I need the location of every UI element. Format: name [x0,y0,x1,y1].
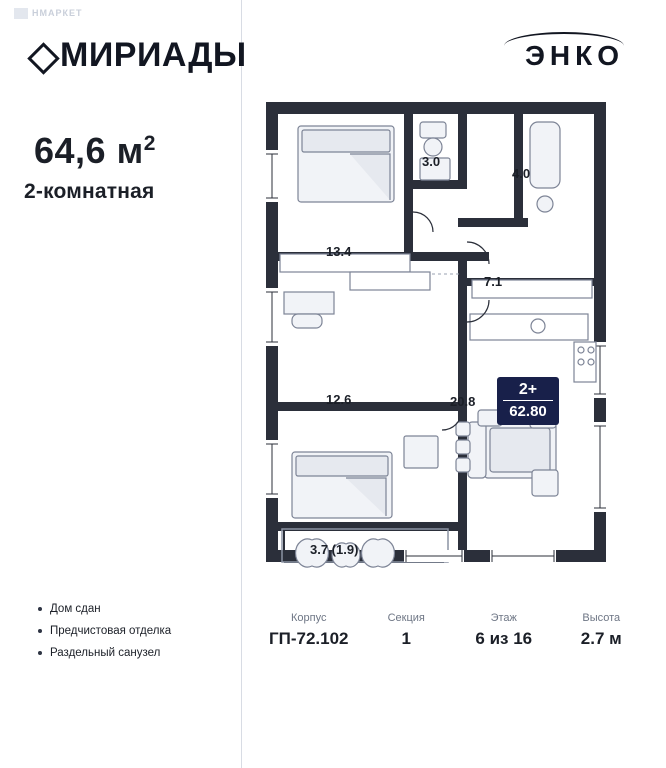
bullet-icon [38,651,42,655]
diamond-icon [30,44,54,68]
detail-ceiling-height [553,612,651,649]
detail-section [358,612,456,649]
apartment-area [34,130,156,172]
watermark-box-icon [14,8,28,19]
watermark-text: НМАРКЕТ [32,8,83,18]
developer-logo: ЭНКО [524,40,624,71]
feature-label: Предчистовая отделка [50,625,172,637]
detail-value: 2.7 м [580,629,622,648]
room-label-bathroom: 4.0 [512,166,531,181]
bullet-icon [38,607,42,611]
area-unit-exponent: 2 [143,132,156,155]
room-label-balcony: 3.7 (1.9) [310,542,359,557]
detail-label: Этаж [490,612,517,624]
features-list [38,598,171,664]
brand-title [30,36,247,75]
status-badge [497,377,559,425]
detail-label: Секция [387,612,425,624]
list-item [38,598,171,620]
room-label-bedroom: 13.4 [326,244,352,259]
plan-panel [242,0,666,768]
info-panel [0,0,247,768]
plan-details-table [260,612,650,649]
detail-value: ГП-72.102 [268,629,349,648]
list-item [38,642,171,664]
detail-label: Корпус [291,612,327,624]
detail-building [260,612,358,649]
room-label-kitchen-living: 20.8 [450,394,476,409]
room-label-hall: 7.1 [484,274,503,289]
feature-label: Дом сдан [50,603,101,615]
bullet-icon [38,629,42,633]
watermark [14,8,83,19]
detail-value: 6 из 16 [475,629,533,648]
detail-label: Высота [582,612,621,624]
brand-name: МИРИАДЫ [60,36,247,74]
badge-rooms: 2+ [518,381,538,398]
room-label-wc: 3.0 [422,154,441,169]
floor-plan [254,92,654,582]
detail-floor [455,612,553,649]
apartment-rooms: 2-комнатная [24,180,155,203]
room-label-room: 12.6 [326,392,352,407]
detail-value: 1 [401,629,411,648]
list-item [38,620,171,642]
badge-area: 62.80 [503,400,553,420]
area-value: 64,6 м [34,130,144,171]
feature-label: Раздельный санузел [50,647,161,659]
